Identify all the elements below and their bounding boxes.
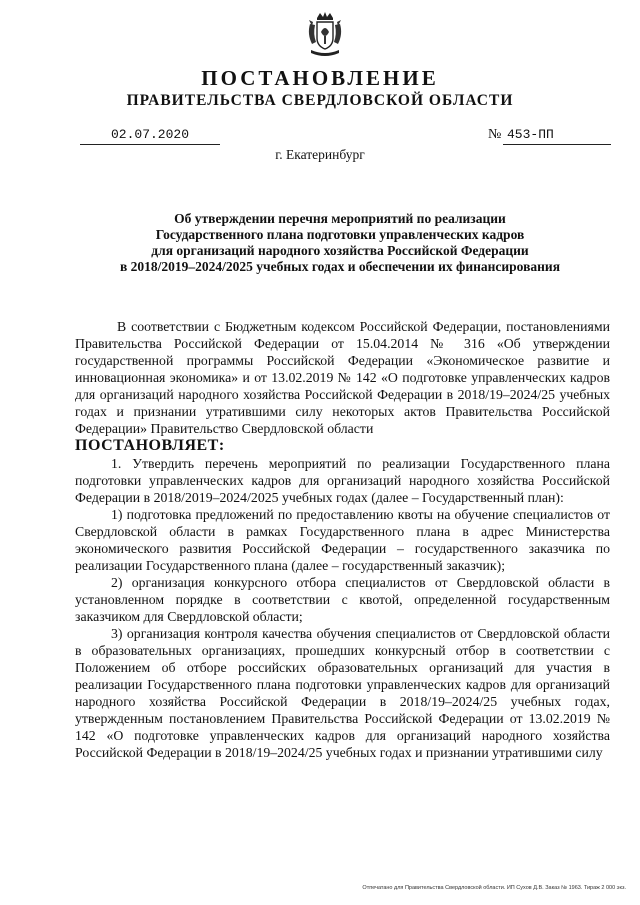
document-body [75,318,610,761]
title-line: Об утверждении перечня мероприятий по реализации [174,211,506,226]
decree-word: ПОСТАНОВЛЯЕТ: [75,437,225,454]
subpoint-3: 3) организация контроля качества обучения специалистов от Свердловской области в образовательных организациях, прошедших конкурсный отбор в соответствии с Положением об отборе российских образовательных организаций для участия в реализации Государственного плана подготовки управленческих кадров для организаций народного хозяйства Российской Федерации в 2018/19–2024/25 учебных годах, утвержденным постановлением Правительства Российской Федерации от 13.02.2019 № 142 «О подготовке управленческих кадров для организаций народного хозяйства Российской Федерации в 2018/19–2024/25 учебных годах и признании утратившими силу [75,626,610,760]
print-footer: Отпечатано для Правительства Свердловской области. ИП Сухов Д.В. Заказ № 1963. Тираж 2 000 экз. [362,885,626,891]
issuing-authority: ПРАВИТЕЛЬСТВА СВЕРДЛОВСКОЙ ОБЛАСТИ [126,92,514,109]
document-title [70,211,610,275]
number-sign: № [488,127,502,142]
title-line: для организаций народного хозяйства Российской Федерации [151,243,529,258]
city: г. Екатеринбург [275,147,365,162]
preamble-paragraph: В соответствии с Бюджетным кодексом Российской Федерации, постановлениями Правительства Российской Федерации от 15.04.2014 № 316 «Об утверждении государственной программы Российской Федерации «Экономическое развитие и инновационная экономика» и от 13.02.2019 № 142 «О подготовке управленческих кадров для организаций народного хозяйства Российской Федерации в 2018/19–2024/25 учебных годах и признании утратившими силу некоторых актов Правительства Российской Федерации» Правительство Свердловской области [75,319,610,436]
subpoint-2: 2) организация конкурсного отбора специалистов от Свердловской области в установленном порядке в соответствии с квотой, определенной государственным заказчиком для Свердловской области; [75,575,610,624]
point-1: 1. Утвердить перечень мероприятий по реализации Государственного плана подготовки управленческих кадров для организаций народного хозяйства Российской Федерации в 2018/2019–2024/2025 учебных годах (далее – Государственный план): [75,456,610,505]
subpoint-1: 1) подготовка предложений по предоставлению квоты на обучение специалистов от Свердловской области в рамках Государственного плана в адрес Министерства экономического развития Российской Федерации – государственного заказчика по реализации Государственного плана (далее – государственный заказчик); [75,507,610,573]
document-type: ПОСТАНОВЛЕНИЕ [201,66,439,90]
title-line: в 2018/2019–2024/2025 учебных годах и обеспечении их финансирования [120,259,560,274]
coat-of-arms-icon [305,10,345,60]
title-line: Государственного плана подготовки управленческих кадров [155,227,525,242]
document-number: 453-ПП [503,127,611,145]
document-date: 02.07.2020 [80,127,220,145]
